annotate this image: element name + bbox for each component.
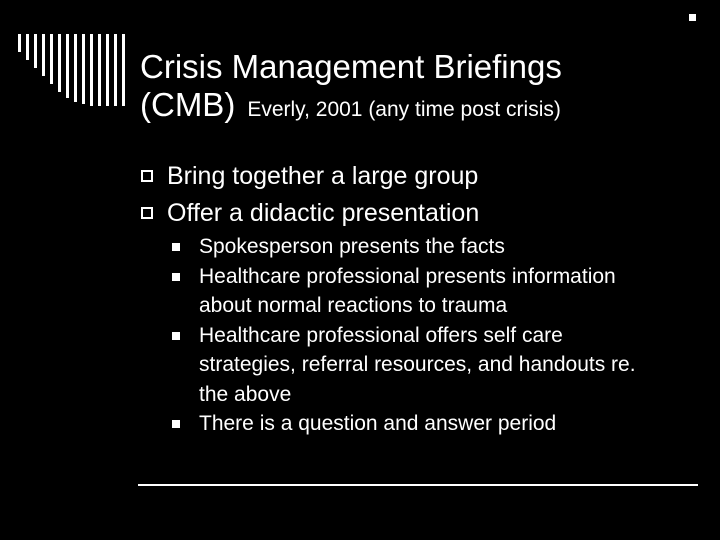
title-citation: Everly, 2001 (any time post crisis) bbox=[247, 98, 561, 121]
sub-bullet-text: Spokesperson presents the facts bbox=[199, 235, 505, 258]
bullet-text: Bring together a large group bbox=[167, 162, 479, 190]
solid-square-bullet-icon bbox=[172, 420, 180, 428]
title-line-1: Crisis Management Briefings bbox=[140, 48, 562, 85]
bullet-item bbox=[140, 158, 700, 195]
bullet-list bbox=[140, 158, 700, 232]
hollow-square-bullet-icon bbox=[141, 207, 153, 219]
sub-bullet-item bbox=[172, 232, 652, 262]
solid-square-bullet-icon bbox=[172, 273, 180, 281]
sub-bullet-text: Healthcare professional offers self care strategies, referral resources, and handouts re. the above bbox=[199, 323, 636, 406]
sub-bullet-item bbox=[172, 409, 652, 439]
title-line-2: (CMB) bbox=[140, 86, 236, 123]
sub-bullet-text: There is a question and answer period bbox=[199, 412, 557, 435]
sub-bullet-list bbox=[172, 232, 652, 439]
hollow-square-bullet-icon bbox=[141, 170, 153, 182]
bullet-item bbox=[140, 195, 700, 232]
bottom-divider bbox=[138, 484, 698, 486]
corner-square bbox=[689, 14, 696, 21]
solid-square-bullet-icon bbox=[172, 243, 180, 251]
sub-bullet-text: Healthcare professional presents information about normal reactions to trauma bbox=[199, 264, 616, 317]
decorative-bars bbox=[18, 34, 138, 106]
sub-bullet-item bbox=[172, 321, 652, 410]
bullet-text: Offer a didactic presentation bbox=[167, 199, 480, 227]
slide-title bbox=[140, 48, 700, 131]
sub-bullet-item bbox=[172, 262, 652, 321]
solid-square-bullet-icon bbox=[172, 332, 180, 340]
